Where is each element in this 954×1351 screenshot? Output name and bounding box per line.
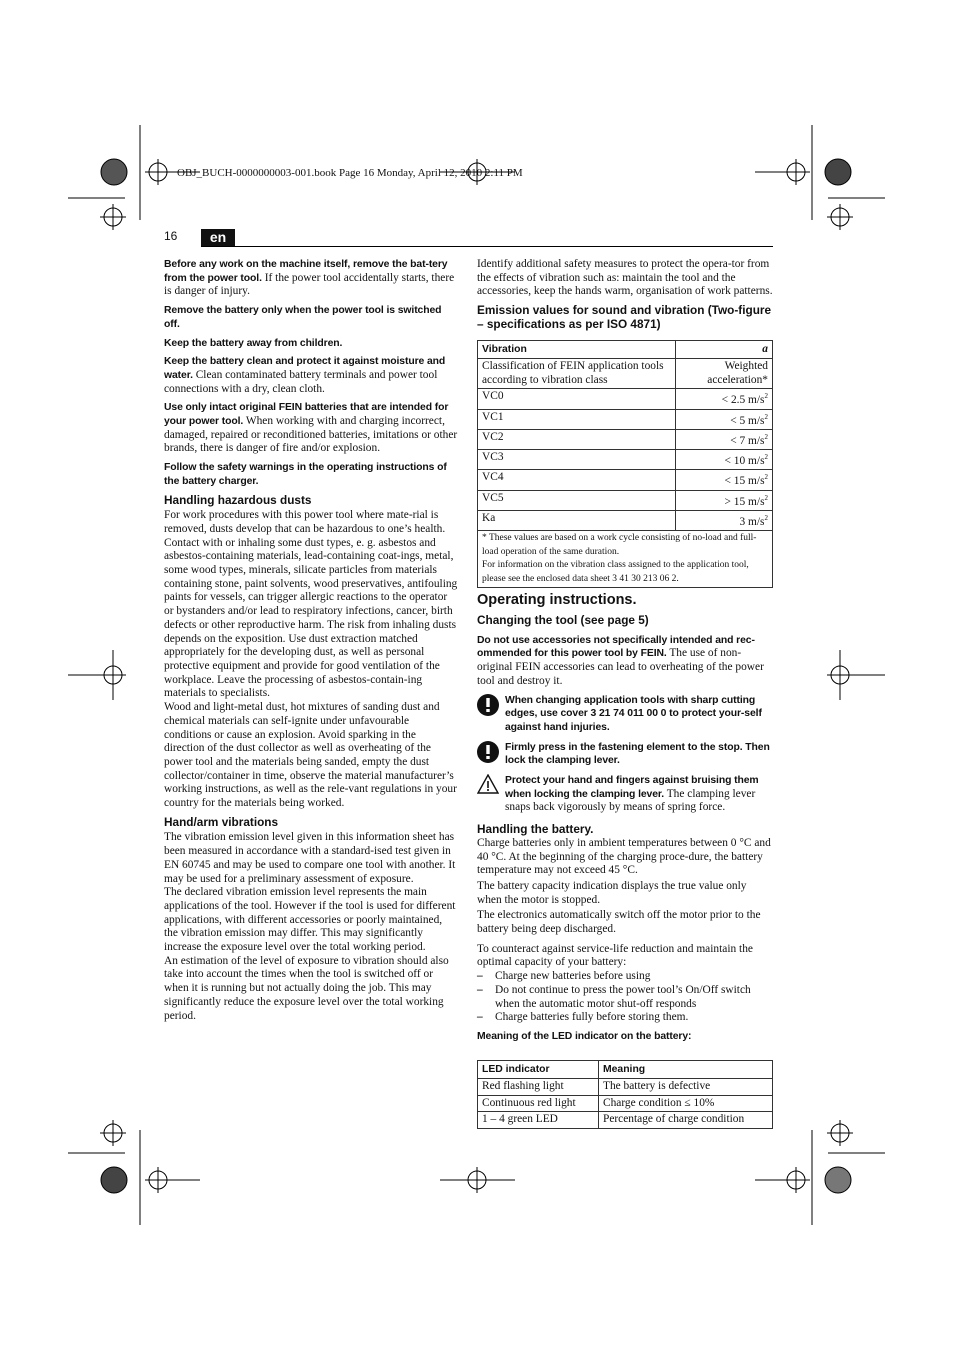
table-row: Continuous red light Charge condition ≤ 10% bbox=[478, 1095, 773, 1112]
vibration-class: VC5 bbox=[478, 490, 676, 510]
section-heading: Hand/arm vibrations bbox=[164, 814, 279, 829]
left-column bbox=[164, 258, 458, 1023]
section-heading: Handling hazardous dusts bbox=[164, 492, 312, 507]
warning-block bbox=[477, 774, 773, 815]
list-item: – Charge batteries fully before storing them. bbox=[477, 1011, 773, 1025]
file-info: OBJ_BUCH-0000000003-001.book Page 16 Monday, April 12, 2010 2:11 PM bbox=[177, 167, 523, 179]
warning-block bbox=[477, 741, 773, 768]
table-header: LED indicator bbox=[478, 1060, 599, 1079]
table-row: Red flashing light The battery is defective bbox=[478, 1079, 773, 1096]
paragraph: Follow the safety warnings in the operating instructions of the battery charger. bbox=[164, 462, 447, 487]
acceleration-value: 3 $m/s^2$ bbox=[676, 511, 773, 531]
paragraph: Charge batteries only in ambient temperatures between 0 °C and 40 °C. At the beginning of the charging proce-dure, the battery temperature may not exceed 45 °C. bbox=[477, 836, 771, 877]
paragraph: Remove the battery only when the power tool is switched off. bbox=[164, 305, 442, 330]
list-item: – Charge new batteries before using bbox=[477, 970, 773, 984]
warning-text: Firmly press in the fastening element to the stop. Then lock the clamping lever. bbox=[505, 741, 770, 767]
list-item: – Do not continue to press the power tool’s On/Off switch when the automatic motor shut-off responds bbox=[477, 984, 773, 1011]
section-heading: Emission values for sound and vibration (Two-figure – specifications as per ISO 4871) bbox=[477, 303, 772, 331]
vibration-class: VC1 bbox=[478, 409, 676, 429]
exclamation-icon bbox=[477, 694, 499, 716]
table-cell: Weighted acceleration* bbox=[676, 359, 773, 389]
table-row bbox=[478, 470, 773, 490]
acceleration-value: < 10 $m/s^2$ bbox=[676, 450, 773, 470]
paragraph: Meaning of the LED indicator on the battery: bbox=[477, 1030, 692, 1042]
page-number: 16 bbox=[164, 229, 178, 243]
paragraph: The declared vibration emission level represents the main applications of the tool. However if the tool is used for different applications, with different accessories or poorly maintained, the vibration emission may differ. This may significantly increase the exposure level over the total working period. bbox=[164, 886, 456, 954]
paragraph: An estimation of the level of exposure to vibration should also take into account the times when the tool is switched off or when it is running but not actually doing the job. This may significantly reduce the exposure level over the total working period. bbox=[164, 954, 449, 1022]
table-header: a bbox=[676, 340, 773, 359]
paragraph: The electronics automatically switch off the motor prior to the battery being deep discharged. bbox=[477, 909, 761, 936]
led-table bbox=[477, 1060, 773, 1129]
section-heading: Operating instructions. bbox=[477, 592, 637, 609]
right-column bbox=[477, 258, 773, 1129]
warning-triangle-icon bbox=[477, 774, 499, 794]
battery-tips-list bbox=[477, 970, 773, 1025]
acceleration-value: > 15 $m/s^2$ bbox=[676, 490, 773, 510]
warning-text: Protect your hand and fingers against bruising them when locking the clamping lever. The clamping lever snaps back vigorously by means of spring force. bbox=[505, 775, 759, 814]
table-row bbox=[478, 490, 773, 510]
warning-block bbox=[477, 694, 773, 735]
table-note: * These values are based on a work cycle consisting of no-load and full-load operation of the same duration. For information on the vibration class assigned to the application tool, please see the enclosed data sheet 3 41 30 213 06 2. bbox=[478, 531, 773, 588]
table-row: 1 – 4 green LED Percentage of charge condition bbox=[478, 1112, 773, 1129]
vibration-class: VC4 bbox=[478, 470, 676, 490]
acceleration-value: < 2.5 $m/s^2$ bbox=[676, 389, 773, 409]
paragraph: Wood and light-metal dust, hot mixtures of sanding dust and chemical materials can self-ignite under unfavourable conditions or cause an explosion. Avoid sparking in the direction of the dust collector as well as overheating of the power tool and the materials being sanded, empty the dust collector/container in time, observe the material manufacturer’s working instructions, as well as the rele-vant regulations in your country for the materials being worked. bbox=[164, 701, 457, 810]
paragraph: Keep the battery away from children. bbox=[164, 337, 343, 349]
vibration-class: VC2 bbox=[478, 429, 676, 449]
header-rule bbox=[201, 246, 773, 247]
paragraph: Do not use accessories not specifically intended and rec-ommended for this power tool by FEIN. The use of non-original FEIN accessories can lead to overheating of the power tool and destroy it. bbox=[477, 634, 764, 687]
table-header: Vibration bbox=[478, 340, 676, 359]
language-badge: en bbox=[201, 229, 235, 246]
paragraph: For work procedures with this power tool where mate-rial is removed, dusts develop that can be hazardous to one’s health. bbox=[164, 509, 446, 535]
paragraph: The vibration emission level given in this information sheet has been measured in accordance with a standard-ised test given in EN 60745 and may be used to compare one tool with another. It may be used for a preliminary assessment of exposure. bbox=[164, 831, 456, 885]
table-row bbox=[478, 511, 773, 531]
warning-text: When changing application tools with sharp cutting edges, use cover 3 21 74 011 00 0 to protect your-self against hand injuries. bbox=[505, 694, 762, 733]
acceleration-value: < 7 $m/s^2$ bbox=[676, 429, 773, 449]
acceleration-value: < 5 $m/s^2$ bbox=[676, 409, 773, 429]
table-row bbox=[478, 409, 773, 429]
table-row bbox=[478, 389, 773, 409]
paragraph: To counteract against service-life reduction and maintain the optimal capacity of your battery: bbox=[477, 942, 753, 969]
acceleration-value: < 15 $m/s^2$ bbox=[676, 470, 773, 490]
vibration-class: VC3 bbox=[478, 450, 676, 470]
vibration-class: Ka bbox=[478, 511, 676, 531]
paragraph: Use only intact original FEIN batteries that are intended for your power tool. When working with and charging incorrect, damaged, repaired or reconditioned batteries, imitations or other brands, there is danger of fire and/or explosion. bbox=[164, 402, 458, 455]
section-heading: Handling the battery. bbox=[477, 822, 594, 837]
table-cell: Classification of FEIN application tools according to vibration class bbox=[478, 359, 676, 389]
vibration-class: VC0 bbox=[478, 389, 676, 409]
paragraph: Identify additional safety measures to protect the opera-tor from the effects of vibration such as: maintain the tool and the accessories, keep the hands warm, organisation of work patterns. bbox=[477, 258, 773, 298]
paragraph: Keep the battery clean and protect it against moisture and water. Clean contaminated battery terminals and power tool connections with a dry, clean cloth. bbox=[164, 356, 446, 395]
paragraph: Before any work on the machine itself, remove the bat-tery from the power tool. If the power tool accidentally starts, there is danger of injury. bbox=[164, 259, 455, 298]
section-heading: Changing the tool (see page 5) bbox=[477, 613, 649, 627]
table-row bbox=[478, 450, 773, 470]
table-header: Meaning bbox=[599, 1060, 773, 1079]
paragraph: The battery capacity indication displays the true value only when the motor is stopped. bbox=[477, 879, 747, 906]
vibration-table bbox=[477, 340, 773, 589]
table-row bbox=[478, 429, 773, 449]
exclamation-icon bbox=[477, 741, 499, 763]
paragraph: Contact with or inhaling some dust types, e. g. asbestos and asbestos-containing materials, lead-containing coat-ings, metal, some wood types, minerals, silicate particles from materials containing stone, paint solvents, wood preservatives, antifouling paints for vessels, can trigger allergic reactions to the operator or bystanders and/or lead to respiratory infections, cancer, birth defects or other reproductive harm. The risk from inhaling dusts depends on the exposition. Use dust extraction matched appropriately for the developing dust, as well as personal protective equipment and provide for good ventilation of the workplace. Leave the processing of asbestos-contain-ing materials to specialists. bbox=[164, 536, 458, 700]
